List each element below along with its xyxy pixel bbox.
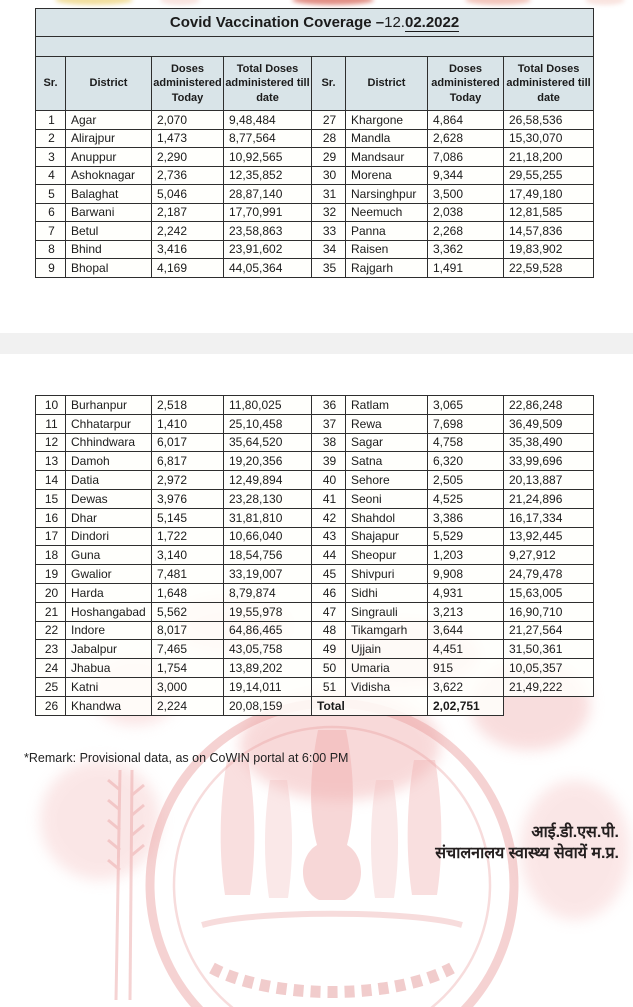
total-till-date-cell: 13,92,445 (504, 527, 594, 546)
top-edge-smudge (465, 0, 531, 5)
total-till-date-cell: 12,35,852 (224, 166, 312, 185)
vaccination-table-section-2 (35, 395, 594, 716)
sr-cell: 10 (36, 396, 66, 415)
table-row (36, 240, 594, 259)
district-cell: Vidisha (346, 677, 428, 696)
doses-today-cell: 2,038 (428, 203, 504, 222)
doses-today-cell: 2,972 (152, 471, 224, 490)
total-till-date-cell: 19,83,902 (504, 240, 594, 259)
table-row (36, 111, 594, 130)
sr-cell: 26 (36, 696, 66, 715)
district-cell: Agar (66, 111, 152, 130)
sr-cell: 22 (36, 621, 66, 640)
total-till-date-cell: 20,08,159 (224, 696, 312, 715)
district-cell: Narsinghpur (346, 185, 428, 204)
sr-cell: 34 (312, 240, 346, 259)
table-row (36, 508, 594, 527)
table-row (36, 203, 594, 222)
doses-today-cell: 1,410 (152, 414, 224, 433)
total-till-date-cell: 10,66,040 (224, 527, 312, 546)
sr-cell: 29 (312, 148, 346, 167)
total-till-date-cell: 10,92,565 (224, 148, 312, 167)
doses-today-cell: 3,213 (428, 602, 504, 621)
district-cell: Chhindwara (66, 433, 152, 452)
footer-organisation (435, 822, 619, 864)
page-title (36, 9, 594, 37)
district-cell: Hoshangabad (66, 602, 152, 621)
total-till-date-cell: 13,89,202 (224, 659, 312, 678)
header-total-till-date: Total Doses administered till date (224, 57, 312, 111)
doses-today-cell: 5,145 (152, 508, 224, 527)
district-cell: Barwani (66, 203, 152, 222)
total-till-date-cell: 23,58,863 (224, 222, 312, 241)
table-row (36, 452, 594, 471)
table-row (36, 527, 594, 546)
table-row (36, 602, 594, 621)
doses-today-cell: 1,754 (152, 659, 224, 678)
total-till-date-cell: 12,49,894 (224, 471, 312, 490)
header-sr: Sr. (36, 57, 66, 111)
sr-cell: 43 (312, 527, 346, 546)
district-cell: Balaghat (66, 185, 152, 204)
total-till-date-cell: 19,20,356 (224, 452, 312, 471)
doses-today-cell: 2,518 (152, 396, 224, 415)
doses-today-cell: 2,242 (152, 222, 224, 241)
sr-cell: 4 (36, 166, 66, 185)
sr-cell: 50 (312, 659, 346, 678)
table-row (36, 565, 594, 584)
sr-cell: 20 (36, 583, 66, 602)
total-till-date-cell: 17,70,991 (224, 203, 312, 222)
total-till-date-cell: 33,99,696 (504, 452, 594, 471)
sr-cell: 15 (36, 489, 66, 508)
total-till-date-cell: 8,79,874 (224, 583, 312, 602)
total-till-date-cell: 9,27,912 (504, 546, 594, 565)
district-cell: Ujjain (346, 640, 428, 659)
title-date-day: 12. (384, 14, 405, 31)
total-till-date-cell: 19,14,011 (224, 677, 312, 696)
district-cell: Tikamgarh (346, 621, 428, 640)
sr-cell: 2 (36, 129, 66, 148)
top-edge-smudge (292, 0, 374, 5)
district-cell: Damoh (66, 452, 152, 471)
district-cell: Khargone (346, 111, 428, 130)
total-till-date-cell: 26,58,536 (504, 111, 594, 130)
total-till-date-cell: 16,90,710 (504, 602, 594, 621)
table-row (36, 546, 594, 565)
table-row (36, 621, 594, 640)
total-till-date-cell: 18,54,756 (224, 546, 312, 565)
sr-cell: 30 (312, 166, 346, 185)
doses-today-cell: 3,416 (152, 240, 224, 259)
table-row (36, 696, 594, 715)
total-till-date-cell: 31,50,361 (504, 640, 594, 659)
doses-today-cell: 5,529 (428, 527, 504, 546)
doses-today-cell: 7,698 (428, 414, 504, 433)
district-cell: Shajapur (346, 527, 428, 546)
doses-today-cell: 6,017 (152, 433, 224, 452)
doses-today-cell: 2,628 (428, 129, 504, 148)
header-sr: Sr. (312, 57, 346, 111)
district-cell: Dindori (66, 527, 152, 546)
sr-cell: 49 (312, 640, 346, 659)
doses-today-cell: 3,000 (152, 677, 224, 696)
sr-cell: 18 (36, 546, 66, 565)
total-till-date-cell: 31,81,810 (224, 508, 312, 527)
sr-cell: 24 (36, 659, 66, 678)
district-cell: Jabalpur (66, 640, 152, 659)
district-cell: Mandsaur (346, 148, 428, 167)
doses-today-cell: 6,320 (428, 452, 504, 471)
sr-cell: 11 (36, 414, 66, 433)
doses-today-cell: 1,473 (152, 129, 224, 148)
doses-today-cell: 5,562 (152, 602, 224, 621)
total-till-date-cell: 23,28,130 (224, 489, 312, 508)
total-till-date-cell: 25,10,458 (224, 414, 312, 433)
district-cell: Datia (66, 471, 152, 490)
district-cell: Rajgarh (346, 259, 428, 278)
table-row (36, 166, 594, 185)
district-cell: Gwalior (66, 565, 152, 584)
doses-today-cell: 7,481 (152, 565, 224, 584)
district-cell: Sagar (346, 433, 428, 452)
total-till-date-cell: 23,91,602 (224, 240, 312, 259)
doses-today-cell: 4,525 (428, 489, 504, 508)
total-till-date-cell: 8,77,564 (224, 129, 312, 148)
top-edge-smudge (55, 0, 133, 5)
doses-today-cell: 3,500 (428, 185, 504, 204)
spacer-cell (36, 37, 594, 57)
remark-text: *Remark: Provisional data, as on CoWIN portal at 6:00 PM (24, 751, 349, 765)
district-cell: Dhar (66, 508, 152, 527)
doses-today-cell: 3,065 (428, 396, 504, 415)
doses-today-cell: 2,736 (152, 166, 224, 185)
district-cell: Morena (346, 166, 428, 185)
sr-cell: 27 (312, 111, 346, 130)
table-row (36, 259, 594, 278)
sr-cell: 6 (36, 203, 66, 222)
table-title-row (36, 9, 594, 37)
district-cell: Sehore (346, 471, 428, 490)
table-row (36, 148, 594, 167)
total-till-date-cell: 35,64,520 (224, 433, 312, 452)
doses-today-cell: 3,622 (428, 677, 504, 696)
sr-cell: 13 (36, 452, 66, 471)
sr-cell: 14 (36, 471, 66, 490)
district-cell: Panna (346, 222, 428, 241)
sr-cell: 46 (312, 583, 346, 602)
doses-today-cell: 915 (428, 659, 504, 678)
doses-today-cell: 2,224 (152, 696, 224, 715)
district-cell: Jhabua (66, 659, 152, 678)
total-till-date-cell: 15,30,070 (504, 129, 594, 148)
doses-today-cell: 4,758 (428, 433, 504, 452)
total-till-date-cell: 21,27,564 (504, 621, 594, 640)
total-till-date-cell: 11,80,025 (224, 396, 312, 415)
total-till-date-cell: 44,05,364 (224, 259, 312, 278)
doses-today-cell: 2,070 (152, 111, 224, 130)
sr-cell: 51 (312, 677, 346, 696)
doses-today-cell: 9,344 (428, 166, 504, 185)
sr-cell: 32 (312, 203, 346, 222)
sr-cell: 3 (36, 148, 66, 167)
total-till-date-cell: 35,38,490 (504, 433, 594, 452)
table-row (36, 583, 594, 602)
total-till-date-cell: 17,49,180 (504, 185, 594, 204)
table-row (36, 489, 594, 508)
sr-cell: 16 (36, 508, 66, 527)
doses-today-cell: 4,169 (152, 259, 224, 278)
district-cell: Anuppur (66, 148, 152, 167)
table-row (36, 433, 594, 452)
district-cell: Raisen (346, 240, 428, 259)
sr-cell: 21 (36, 602, 66, 621)
table-spacer-row (36, 37, 594, 57)
table-row (36, 640, 594, 659)
table-row (36, 677, 594, 696)
sr-cell: 44 (312, 546, 346, 565)
doses-today-cell: 9,908 (428, 565, 504, 584)
district-cell: Neemuch (346, 203, 428, 222)
total-till-date-cell: 9,48,484 (224, 111, 312, 130)
table-row (36, 471, 594, 490)
district-cell: Ratlam (346, 396, 428, 415)
sr-cell: 37 (312, 414, 346, 433)
sr-cell: 41 (312, 489, 346, 508)
doses-today-cell: 4,451 (428, 640, 504, 659)
header-doses-today: Doses administered Today (152, 57, 224, 111)
total-till-date-cell: 24,79,478 (504, 565, 594, 584)
district-cell: Chhatarpur (66, 414, 152, 433)
district-cell: Bhopal (66, 259, 152, 278)
total-till-date-cell: 12,81,585 (504, 203, 594, 222)
sr-cell: 36 (312, 396, 346, 415)
table-row (36, 222, 594, 241)
doses-today-cell: 3,140 (152, 546, 224, 565)
total-till-date-cell: 14,57,836 (504, 222, 594, 241)
total-till-date-cell: 20,13,887 (504, 471, 594, 490)
doses-today-cell: 3,362 (428, 240, 504, 259)
sr-cell: 31 (312, 185, 346, 204)
sr-cell: 19 (36, 565, 66, 584)
header-doses-today: Doses administered Today (428, 57, 504, 111)
doses-today-cell: 7,465 (152, 640, 224, 659)
doses-today-cell: 2,505 (428, 471, 504, 490)
sr-cell: 45 (312, 565, 346, 584)
district-cell: Burhanpur (66, 396, 152, 415)
sr-cell: 23 (36, 640, 66, 659)
sr-cell: 25 (36, 677, 66, 696)
sr-cell: 9 (36, 259, 66, 278)
sr-cell: 48 (312, 621, 346, 640)
total-till-date-cell: 22,59,528 (504, 259, 594, 278)
total-till-date-cell: 43,05,758 (224, 640, 312, 659)
header-district: District (346, 57, 428, 111)
table-row (36, 396, 594, 415)
total-till-date-cell: 36,49,509 (504, 414, 594, 433)
district-cell: Shivpuri (346, 565, 428, 584)
vaccination-table-section-1 (35, 8, 594, 278)
district-cell: Sheopur (346, 546, 428, 565)
doses-today-cell: 1,491 (428, 259, 504, 278)
sr-cell: 39 (312, 452, 346, 471)
sr-cell: 17 (36, 527, 66, 546)
district-cell: Satna (346, 452, 428, 471)
doses-today-cell: 3,976 (152, 489, 224, 508)
total-till-date-cell: 28,87,140 (224, 185, 312, 204)
doses-today-cell: 5,046 (152, 185, 224, 204)
district-cell: Umaria (346, 659, 428, 678)
doses-today-cell: 4,864 (428, 111, 504, 130)
total-till-date-cell: 19,55,978 (224, 602, 312, 621)
table-header-row (36, 57, 594, 111)
district-cell: Seoni (346, 489, 428, 508)
district-cell: Singrauli (346, 602, 428, 621)
title-date-rest: 02.2022 (404, 14, 460, 31)
sr-cell: 47 (312, 602, 346, 621)
doses-today-cell: 4,931 (428, 583, 504, 602)
sr-cell: 38 (312, 433, 346, 452)
total-till-date-cell: 33,19,007 (224, 565, 312, 584)
doses-today-cell: 2,290 (152, 148, 224, 167)
district-cell: Indore (66, 621, 152, 640)
doses-today-cell: 2,187 (152, 203, 224, 222)
sr-cell: 8 (36, 240, 66, 259)
district-cell: Harda (66, 583, 152, 602)
total-till-date-cell: 21,24,896 (504, 489, 594, 508)
district-cell: Mandla (346, 129, 428, 148)
footer-line-directorate: संचालनालय स्वास्थ्य सेवायें म.प्र. (435, 845, 619, 862)
total-till-date-cell: 29,55,255 (504, 166, 594, 185)
sr-cell: 7 (36, 222, 66, 241)
doses-today-cell: 2,268 (428, 222, 504, 241)
district-cell: Sidhi (346, 583, 428, 602)
district-cell: Shahdol (346, 508, 428, 527)
sr-cell: 5 (36, 185, 66, 204)
doses-today-cell: 1,648 (152, 583, 224, 602)
sr-cell: 40 (312, 471, 346, 490)
doses-today-cell: 7,086 (428, 148, 504, 167)
district-cell: Khandwa (66, 696, 152, 715)
district-cell: Rewa (346, 414, 428, 433)
total-till-date-cell: 21,18,200 (504, 148, 594, 167)
total-label-cell: Total (312, 696, 428, 715)
section-separator-band (0, 333, 633, 354)
top-edge-smudge (585, 0, 625, 5)
top-edge-smudge (160, 0, 200, 5)
table-row (36, 129, 594, 148)
doses-today-cell: 2,02,751 (428, 696, 504, 715)
header-total-till-date: Total Doses administered till date (504, 57, 594, 111)
title-prefix: Covid Vaccination Coverage – (169, 14, 385, 31)
table-row (36, 659, 594, 678)
total-till-date-cell: 22,86,248 (504, 396, 594, 415)
district-cell: Alirajpur (66, 129, 152, 148)
doses-today-cell: 1,203 (428, 546, 504, 565)
total-till-date-cell: 15,63,005 (504, 583, 594, 602)
header-district: District (66, 57, 152, 111)
total-till-date-cell: 64,86,465 (224, 621, 312, 640)
district-cell: Betul (66, 222, 152, 241)
total-till-date-cell: 10,05,357 (504, 659, 594, 678)
district-cell: Bhind (66, 240, 152, 259)
sr-cell: 35 (312, 259, 346, 278)
district-cell: Guna (66, 546, 152, 565)
total-till-date-cell: 21,49,222 (504, 677, 594, 696)
sr-cell: 33 (312, 222, 346, 241)
doses-today-cell: 3,386 (428, 508, 504, 527)
footer-line-idsp: आई.डी.एस.पी. (531, 824, 619, 841)
sr-cell: 1 (36, 111, 66, 130)
district-cell: Ashoknagar (66, 166, 152, 185)
doses-today-cell: 6,817 (152, 452, 224, 471)
sr-cell: 28 (312, 129, 346, 148)
doses-today-cell: 3,644 (428, 621, 504, 640)
doses-today-cell: 1,722 (152, 527, 224, 546)
sr-cell: 12 (36, 433, 66, 452)
district-cell: Katni (66, 677, 152, 696)
total-till-date-cell: 16,17,334 (504, 508, 594, 527)
table-row (36, 185, 594, 204)
table-row (36, 414, 594, 433)
district-cell: Dewas (66, 489, 152, 508)
sr-cell: 42 (312, 508, 346, 527)
doses-today-cell: 8,017 (152, 621, 224, 640)
